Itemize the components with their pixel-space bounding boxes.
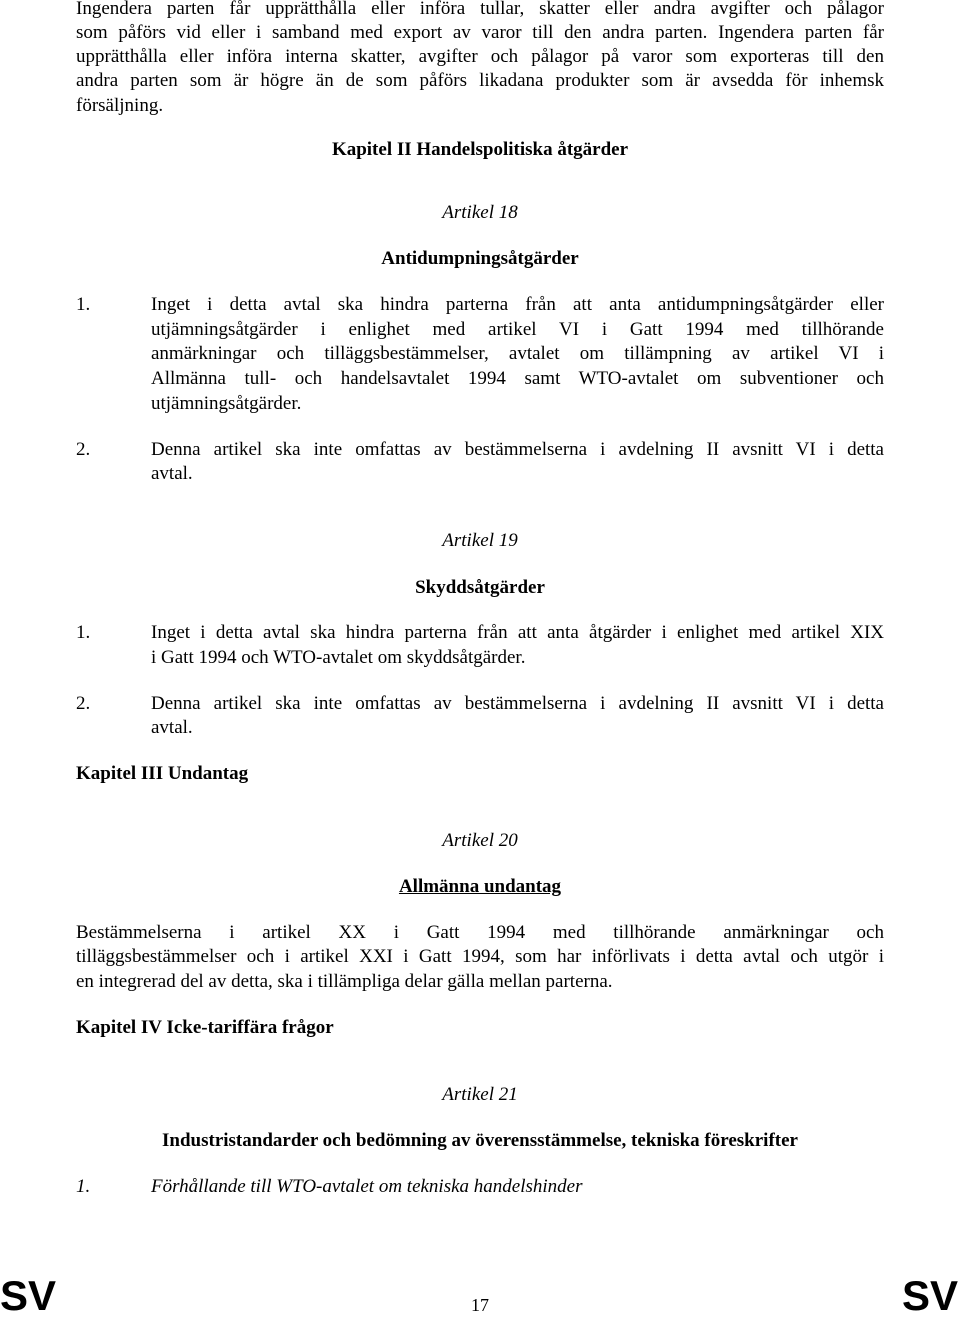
art21-sub-title: Förhållande till WTO-avtalet om tekniska handelshinder bbox=[151, 1176, 583, 1197]
article-21-label: Artikel 21 bbox=[442, 1084, 518, 1105]
art18-para-1-number: 1. bbox=[76, 294, 91, 315]
article-20-label: Artikel 20 bbox=[442, 830, 518, 851]
chapter-3-title: Kapitel III Undantag bbox=[76, 763, 249, 784]
art18-para-1-line-5: utjämningsåtgärder. bbox=[151, 393, 302, 414]
art20-line-2: tilläggsbestämmelser och i artikel XXI i Gatt 1994, som har införlivats i detta avtal och utgör i bbox=[76, 946, 884, 967]
art19-para-2-line-1: Denna artikel ska inte omfattas av bestämmelserna i avdelning II avsnitt VI i detta bbox=[151, 693, 884, 714]
art20-line-1: Bestämmelserna i artikel XX i Gatt 1994 med tillhörande anmärkningar och bbox=[76, 922, 884, 943]
intro-line-5: försäljning. bbox=[76, 95, 164, 116]
chapter-4-title: Kapitel IV Icke-tariffära frågor bbox=[76, 1017, 334, 1038]
article-18-label: Artikel 18 bbox=[442, 202, 518, 223]
art18-para-1-line-4: Allmänna tull- och handelsavtalet 1994 samt WTO-avtalet om subventioner och bbox=[151, 368, 884, 389]
intro-line-3: upprätthålla eller införa interna skatter, avgifter och pålagor på varor som exporteras till den bbox=[76, 46, 884, 67]
art21-sub-number: 1. bbox=[76, 1176, 91, 1197]
art18-para-2-line-2: avtal. bbox=[151, 463, 193, 484]
article-21-heading: Industristandarder och bedömning av överensstämmelse, tekniska föreskrifter bbox=[162, 1130, 798, 1151]
art18-para-1-line-2: utjämningsåtgärder i enlighet med artikel VI i Gatt 1994 med tillhörande bbox=[151, 319, 884, 340]
article-19-heading: Skyddsåtgärder bbox=[415, 577, 545, 598]
intro-line-4: andra parten som är högre än de som påförs likadana produkter som är avsedda för inhemsk bbox=[76, 70, 884, 91]
art20-line-3: en integrerad del av detta, ska i tillämpliga delar gälla mellan parterna. bbox=[76, 971, 613, 992]
chapter-2-title: Kapitel II Handelspolitiska åtgärder bbox=[331, 139, 629, 160]
article-20-heading: Allmänna undantag bbox=[398, 876, 562, 897]
footer-language-right: SV bbox=[901, 1272, 958, 1319]
article-18-heading: Antidumpningsåtgärder bbox=[381, 248, 579, 269]
art19-para-2-number: 2. bbox=[76, 693, 91, 714]
page-number: 17 bbox=[471, 1295, 489, 1315]
footer-language-left: SV bbox=[0, 1272, 57, 1319]
intro-line-2: som påförs vid eller i samband med export av varor till den andra parten. Ingendera parten får bbox=[76, 22, 884, 43]
art19-para-1-number: 1. bbox=[76, 622, 91, 643]
article-19-label: Artikel 19 bbox=[442, 530, 518, 551]
art18-para-2-number: 2. bbox=[76, 439, 91, 460]
art18-para-1-line-3: anmärkningar och tilläggsbestämmelser, avtalet om tillämpning av artikel VI i bbox=[151, 343, 884, 364]
art18-para-1-line-1: Inget i detta avtal ska hindra parterna från att anta antidumpningsåtgärder eller bbox=[151, 294, 884, 315]
art19-para-2-line-2: avtal. bbox=[151, 717, 193, 738]
art19-para-1-line-2: i Gatt 1994 och WTO-avtalet om skyddsåtgärder. bbox=[151, 647, 526, 668]
intro-line-1: Ingendera parten får upprätthålla eller införa tullar, skatter eller andra avgifter och pålagor bbox=[76, 0, 884, 19]
art18-para-2-line-1: Denna artikel ska inte omfattas av bestämmelserna i avdelning II avsnitt VI i detta bbox=[151, 439, 884, 460]
art19-para-1-line-1: Inget i detta avtal ska hindra parterna från att anta åtgärder i enlighet med artikel XIX bbox=[151, 622, 884, 643]
